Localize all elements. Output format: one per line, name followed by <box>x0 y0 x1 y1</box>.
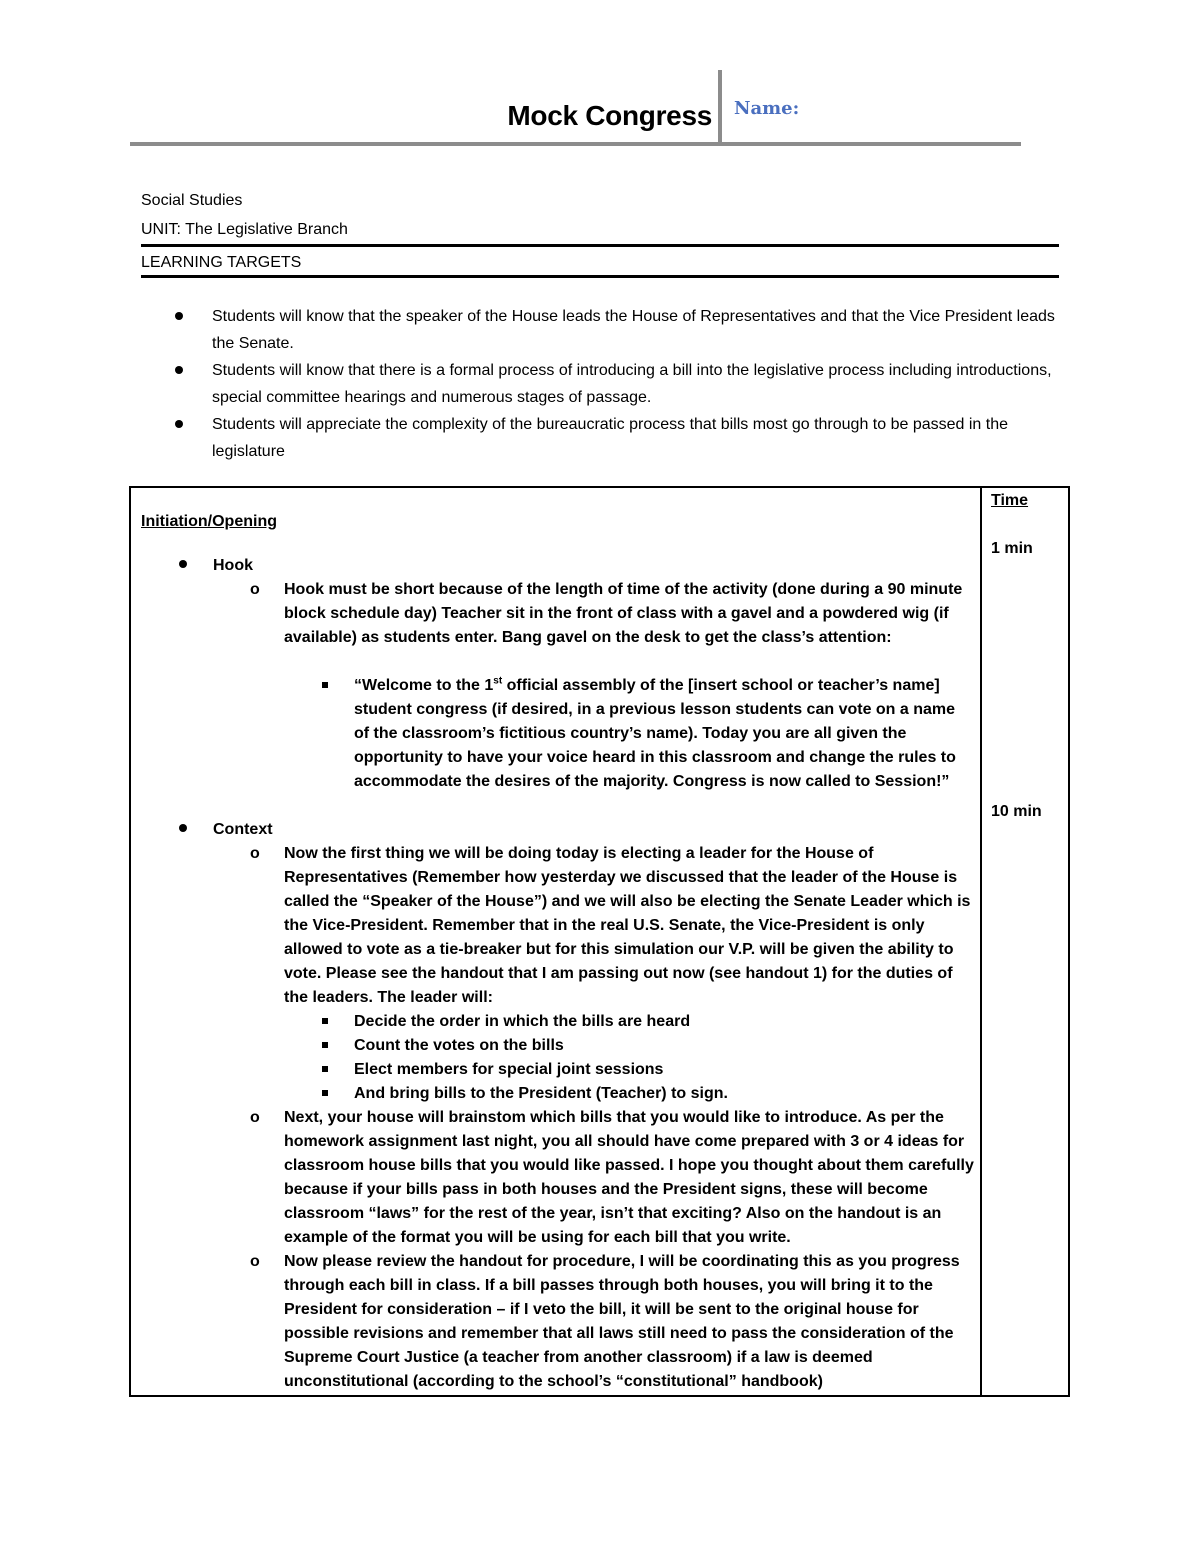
bullet-icon <box>179 560 187 568</box>
square-bullet-icon <box>322 1090 328 1096</box>
section-title: Initiation/Opening <box>141 513 277 530</box>
square-bullet-icon <box>322 1018 328 1024</box>
column-divider <box>980 488 982 1395</box>
sub-bullet-marker: o <box>250 1109 260 1126</box>
duty-text: Count the votes on the bills <box>354 1037 564 1054</box>
hook-text: Hook must be short because of the length of time of the activity (done during a 90 minute block schedule day) Teacher sit in the front of class with a gavel and a powdered wig (if available) as students enter. Bang gavel on the desk to get the class’s attention: <box>284 581 963 646</box>
hook-label: Hook <box>213 557 253 574</box>
square-bullet-icon <box>322 682 328 688</box>
duty-text: And bring bills to the President (Teacher) to sign. <box>354 1085 728 1102</box>
sub-bullet-marker: o <box>250 581 260 598</box>
lesson-table <box>129 486 1070 1397</box>
subject-line: Social Studies <box>141 192 243 209</box>
square-bullet-icon <box>322 1042 328 1048</box>
context-paragraph-text: Now please review the handout for procedure, I will be coordinating this as you progress through each bill in class. If a bill passes through both houses, you will bring it to the President for consideration – if I veto the bill, it will be sent to the original house for possible revisions and remember that all laws still need to pass the consideration of the Supreme Court Justice (a teacher from another classroom) if a law is deemed unconstitutional (according to the school’s “constitutional” handbook) <box>284 1253 960 1390</box>
divider-rule <box>141 275 1059 278</box>
header-divider <box>718 70 722 144</box>
name-label: Name: <box>734 98 800 119</box>
sub-bullet-marker: o <box>250 1253 260 1270</box>
learning-target-text: Students will know that the speaker of the House leads the House of Representatives and that the Vice President leads the Senate. <box>212 308 1055 352</box>
document-title: Mock Congress <box>507 100 712 131</box>
learning-targets-list <box>172 303 1062 465</box>
context-paragraph-text: Now the first thing we will be doing today is electing a leader for the House of Representatives (Remember how yesterday we discussed that the leader of the House is called the “Speaker of the House”) and we will also be electing the Senate Leader which is the Vice-President. Remember that in the real U.S. Senate, the Vice-President is only allowed to vote as a tie-breaker but for this simulation our V.P. will be given the ability to vote. Please see the handout that I am passing out now (see handout 1) for the duties of the leaders. The leader will: <box>284 845 971 1006</box>
square-bullet-icon <box>322 1066 328 1072</box>
learning-targets-heading: LEARNING TARGETS <box>141 254 302 271</box>
learning-target-item <box>172 411 1062 465</box>
time-header: Time <box>991 492 1029 509</box>
sub-bullet-marker: o <box>250 845 260 862</box>
divider-rule <box>141 244 1059 247</box>
bullet-icon <box>175 420 183 428</box>
learning-target-item <box>172 357 1062 411</box>
bullet-icon <box>179 824 187 832</box>
header-rule <box>130 142 1021 146</box>
unit-line: UNIT: The Legislative Branch <box>141 221 348 238</box>
context-label: Context <box>213 821 273 838</box>
learning-target-item <box>172 303 1062 357</box>
time-value: 1 min <box>991 540 1033 557</box>
context-paragraph-text: Next, your house will brainstom which bills that you would like to introduce. As per the homework assignment last night, you all should have come prepared with 3 or 4 ideas for classroom house bills that you would like passed. I hope you thought about them carefully because if your bills pass in both houses and the President signs, these will become classroom “laws” for the rest of the year, isn’t that exciting? Also on the handout is an example of the format you will be using for each bill that you write. <box>284 1109 974 1246</box>
duty-text: Elect members for special joint sessions <box>354 1061 664 1078</box>
learning-target-text: Students will know that there is a formal process of introducing a bill into the legislative process including introductions, special committee hearings and numerous stages of passage. <box>212 362 1052 406</box>
learning-target-text: Students will appreciate the complexity of the bureaucratic process that bills most go through to be passed in the legislature <box>212 416 1008 460</box>
bullet-icon <box>175 366 183 374</box>
welcome-quote-text: “Welcome to the 1st official assembly of the [insert school or teacher’s name] student congress (if desired, in a previous lesson students can vote on a name of the classroom’s fictitious country’s name). Today you are all given the opportunity to have your voice heard in this classroom and change the rules to accommodate the desires of the majority. Congress is now called to Session!” <box>354 675 956 790</box>
time-value: 10 min <box>991 803 1042 820</box>
bullet-icon <box>175 312 183 320</box>
duty-text: Decide the order in which the bills are heard <box>354 1013 691 1030</box>
